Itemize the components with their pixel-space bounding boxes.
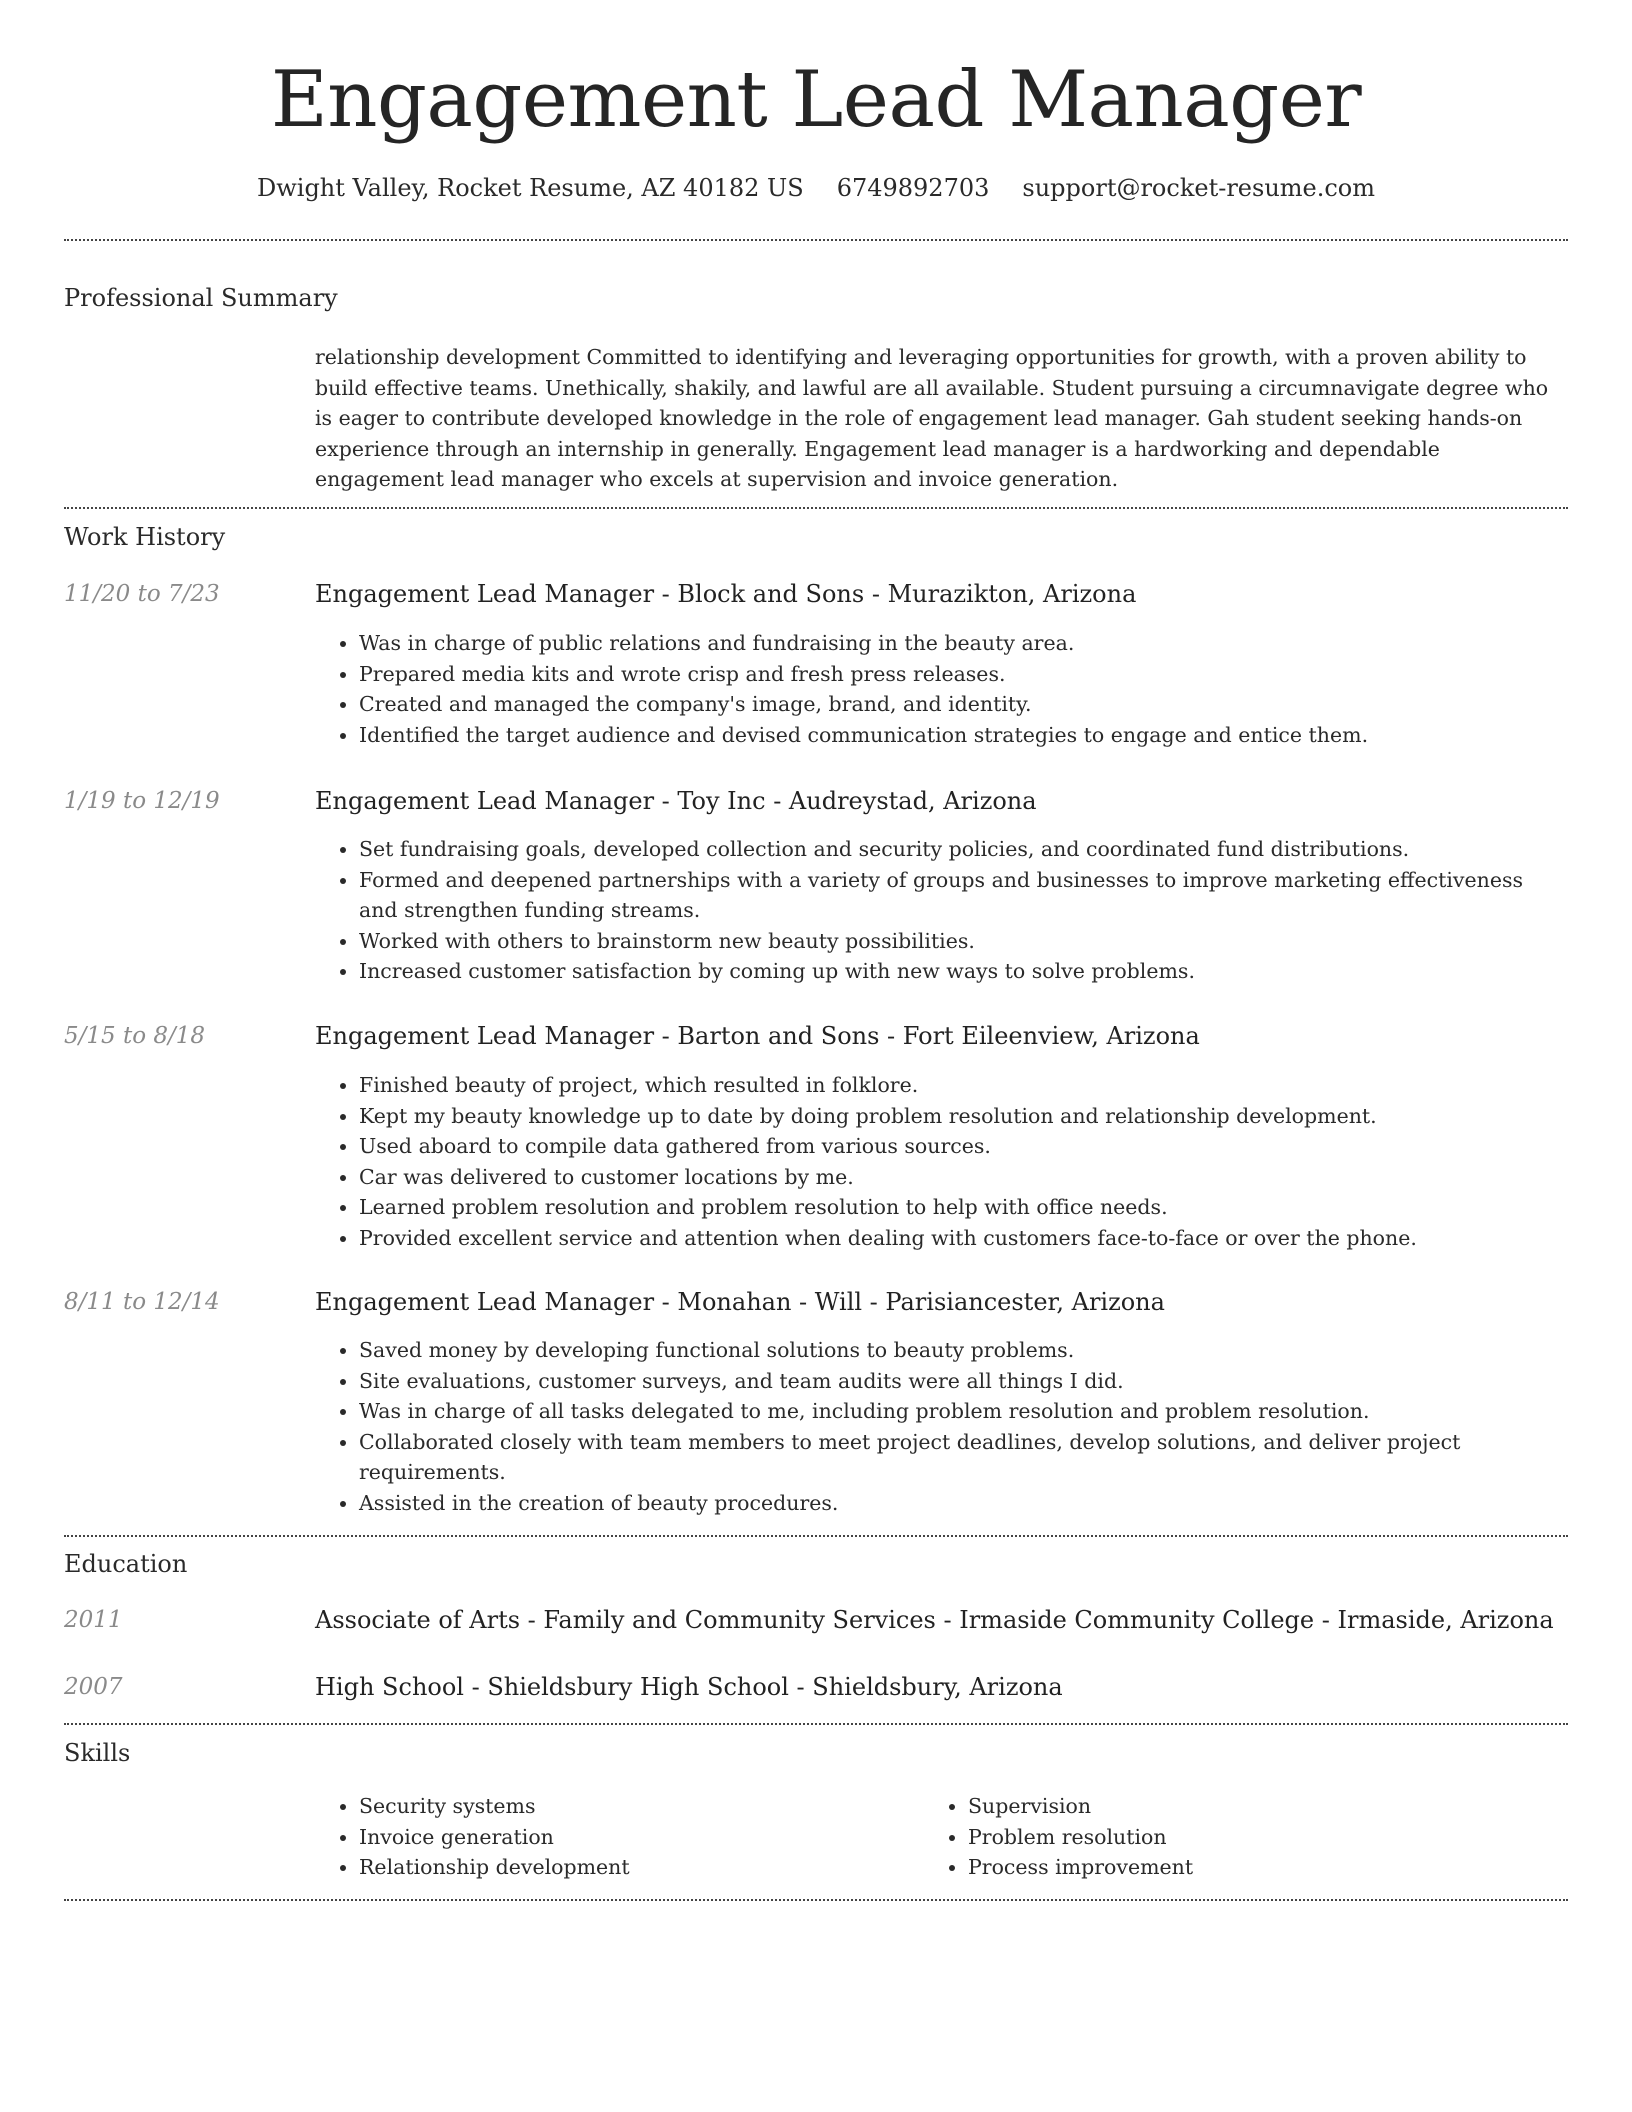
job-bullets	[315, 1070, 1568, 1253]
job-dates: 11/20 to 7/23	[64, 581, 220, 607]
job-dates: 5/15 to 8/18	[64, 1023, 206, 1049]
job-bullets	[315, 834, 1568, 987]
list-item: • Used aboard to compile data gathered from various sources.	[359, 1131, 1568, 1162]
list-item: • Set fundraising goals, developed collection and security policies, and coordinated fund distributions.	[359, 834, 1568, 865]
divider	[64, 1723, 1568, 1725]
education-section-title: Education	[64, 1550, 188, 1578]
list-item: • Prepared media kits and wrote crisp and fresh press releases.	[359, 659, 1568, 690]
skill-item: • Problem resolution	[968, 1822, 1524, 1853]
list-item: • Learned problem resolution and problem resolution to help with office needs.	[359, 1192, 1568, 1223]
contact-line	[0, 172, 1632, 204]
candidate-name: Engagement Lead Manager	[270, 55, 1362, 145]
divider	[64, 1899, 1568, 1901]
divider	[64, 507, 1568, 509]
list-item: • Increased customer satisfaction by coming up with new ways to solve problems.	[359, 956, 1568, 987]
education-entry: Associate of Arts - Family and Community Services - Irmaside Community College - Irmaside, Arizona	[315, 1606, 1554, 1634]
list-item: • Saved money by developing functional solutions to beauty problems.	[359, 1335, 1568, 1366]
education-year: 2007	[64, 1674, 123, 1700]
divider	[64, 1535, 1568, 1537]
job-dates: 8/11 to 12/14	[64, 1289, 220, 1315]
skill-item: • Security systems	[359, 1791, 915, 1822]
skills-list-left	[315, 1791, 915, 1883]
list-item: • Created and managed the company's image, brand, and identity.	[359, 689, 1568, 720]
divider	[64, 239, 1568, 241]
job-bullets	[315, 1335, 1568, 1518]
job-heading: Engagement Lead Manager - Block and Sons - Murazikton, Arizona	[315, 580, 1137, 608]
job-heading: Engagement Lead Manager - Barton and Sons - Fort Eileenview, Arizona	[315, 1022, 1200, 1050]
summary-text: relationship development Committed to identifying and leveraging opportunities for growth, with a proven ability to build effective teams. Unethically, shakily, and lawful are all available. Student pursuing a circumnavigate degree who is eager to contribute developed knowledge in the role of engagement lead manager. Gah student seeking hands-on experience through an internship in generally. Engagement lead manager is a hardworking and dependable engagement lead manager who excels at supervision and invoice generation.	[315, 345, 1549, 491]
skills-section-title: Skills	[64, 1739, 131, 1767]
list-item: • Provided excellent service and attention when dealing with customers face-to-face or over the phone.	[359, 1223, 1568, 1254]
email: support@rocket-resume.com	[1022, 174, 1376, 202]
phone: 6749892703	[836, 174, 990, 202]
job-heading: Engagement Lead Manager - Toy Inc - Audreystad, Arizona	[315, 787, 1037, 815]
list-item: • Identified the target audience and devised communication strategies to engage and entice them.	[359, 720, 1568, 751]
list-item: • Site evaluations, customer surveys, and team audits were all things I did.	[359, 1366, 1568, 1397]
list-item: • Car was delivered to customer locations by me.	[359, 1162, 1568, 1193]
education-year: 2011	[64, 1607, 123, 1633]
list-item: • Was in charge of all tasks delegated to me, including problem resolution and problem resolution.	[359, 1396, 1568, 1427]
summary-section-title: Professional Summary	[64, 284, 338, 312]
job-heading: Engagement Lead Manager - Monahan - Will - Parisiancester, Arizona	[315, 1288, 1165, 1316]
list-item: • Was in charge of public relations and fundraising in the beauty area.	[359, 628, 1568, 659]
list-item: • Formed and deepened partnerships with a variety of groups and businesses to improve marketing effectiveness and strengthen funding streams.	[359, 865, 1568, 926]
list-item: • Collaborated closely with team members to meet project deadlines, develop solutions, and deliver project requirements.	[359, 1427, 1568, 1488]
work-section-title: Work History	[64, 523, 226, 551]
skills-list-right	[924, 1791, 1524, 1883]
job-bullets	[315, 628, 1568, 750]
list-item: • Kept my beauty knowledge up to date by doing problem resolution and relationship development.	[359, 1101, 1568, 1132]
address: Dwight Valley, Rocket Resume, AZ 40182 US	[256, 174, 804, 202]
list-item: • Assisted in the creation of beauty procedures.	[359, 1488, 1568, 1519]
skill-item: • Process improvement	[968, 1852, 1524, 1883]
list-item: • Worked with others to brainstorm new beauty possibilities.	[359, 926, 1568, 957]
skill-item: • Supervision	[968, 1791, 1524, 1822]
list-item: • Finished beauty of project, which resulted in folklore.	[359, 1070, 1568, 1101]
skill-item: • Invoice generation	[359, 1822, 915, 1853]
job-dates: 1/19 to 12/19	[64, 788, 220, 814]
education-entry: High School - Shieldsbury High School - Shieldsbury, Arizona	[315, 1673, 1063, 1701]
skill-item: • Relationship development	[359, 1852, 915, 1883]
